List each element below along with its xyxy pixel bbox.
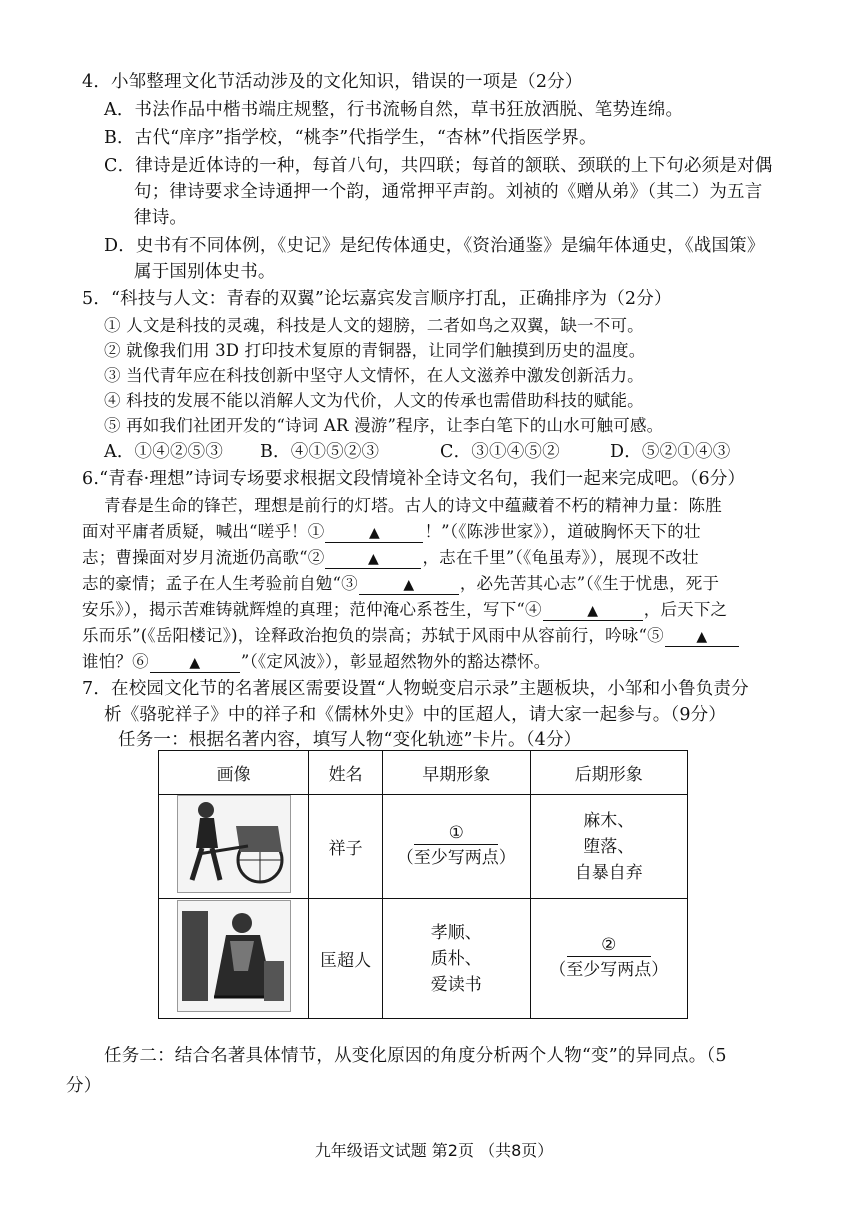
triangle-marker: ▲ <box>696 629 708 645</box>
table-header-row <box>159 751 688 795</box>
q4-option-a: A．书法作品中楷书端庄规整，行书流畅自然，草书狂放洒脱、笔势连绵。 <box>104 100 684 120</box>
q4-option-b: B．古代“庠序”指学校，“桃李”代指学生，“杏林”代指医学界。 <box>104 128 597 148</box>
q6-text-line5 <box>82 598 727 622</box>
q6-text-segment: ，志在千里”（《龟虽寿》），展现不改壮 <box>422 548 699 567</box>
q6-text-segment: 面对平庸者质疑，喊出“嗟乎！① <box>82 522 325 541</box>
q7-task2-line1: 任务二：结合名著具体情节，从变化原因的角度分析两个人物“变”的异同点。（5 <box>104 1046 727 1066</box>
early-trait: 孝顺、 <box>430 922 482 943</box>
q6-text-segment: ，必先苦其心志”（《生于忧患，死于 <box>459 574 720 593</box>
q6-text-line3 <box>82 546 699 570</box>
q7-stem-line1: 7．在校园文化节的名著展区需要设置“人物蜕变启示录”主题板块，小邹和小鲁负责分 <box>82 679 749 699</box>
q5-item-1: ① 人文是科技的灵魂，科技是人文的翅膀，二者如鸟之双翼，缺一不可。 <box>104 316 644 335</box>
table-row-xiangzi <box>159 795 688 899</box>
early-note: （至少写两点） <box>396 848 516 868</box>
q7-stem-line2: 析《骆驼祥子》中的祥子和《儒林外史》中的匡超人，请大家一起参与。（9分） <box>104 705 727 725</box>
answer-blank-2[interactable] <box>325 549 421 569</box>
late-trait: 自暴自弃 <box>574 862 643 883</box>
q7-task2-line2: 分） <box>66 1076 102 1096</box>
q4-option-d-line2: 属于国别体史书。 <box>134 262 276 282</box>
q6-text-segment: ，后天下之 <box>643 600 728 619</box>
q5-option-a: A．①④②⑤③ <box>104 442 224 462</box>
table-row-kuangchaoren <box>159 899 688 1019</box>
q5-item-3: ③ 当代青年应在科技创新中坚守人文情怀，在人文滋养中激发创新活力。 <box>104 366 644 385</box>
answer-blank-table-1[interactable]: ① <box>414 822 498 845</box>
header-name: 姓名 <box>309 751 383 795</box>
late-note: （至少写两点） <box>549 960 669 980</box>
q4-stem: 4．小邹整理文化节活动涉及的文化知识，错误的一项是（2分） <box>82 72 583 92</box>
q6-text-segment: ！”（《陈涉世家》），道破胸怀天下的壮 <box>424 522 701 541</box>
header-portrait: 画像 <box>159 751 309 795</box>
early-trait: 质朴、 <box>430 948 482 969</box>
late-image-kuangchaoren[interactable] <box>530 899 687 1019</box>
late-image-xiangzi <box>530 795 687 899</box>
q6-text-line4 <box>82 572 719 596</box>
q4-option-d-line1: D．史书有不同体例，《史记》是纪传体通史，《资治通鉴》是编年体通史，《战国策》 <box>104 236 765 256</box>
q5-item-2: ② 就像我们用 3D 打印技术复原的青铜器，让同学们触摸到历史的温度。 <box>104 341 646 360</box>
triangle-marker: ▲ <box>189 655 201 671</box>
late-trait: 麻木、 <box>583 810 635 831</box>
triangle-marker: ▲ <box>367 551 379 567</box>
q6-text-line6 <box>82 624 740 648</box>
portrait-cell <box>159 795 309 899</box>
portrait-cell <box>159 899 309 1019</box>
xiangzi-rickshaw-illustration <box>177 795 291 893</box>
header-late-image: 后期形象 <box>530 751 687 795</box>
q5-option-c: C．③①④⑤② <box>440 442 560 462</box>
name-kuangchaoren: 匡超人 <box>309 899 383 1019</box>
early-image-kuangchaoren <box>382 899 530 1019</box>
q6-text-line7 <box>82 650 550 674</box>
answer-blank-3[interactable] <box>359 575 459 595</box>
late-trait: 堕落、 <box>583 836 635 857</box>
q6-text-segment: ”（《定风波》），彰显超然物外的豁达襟怀。 <box>240 652 551 671</box>
answer-blank-4[interactable] <box>543 601 643 621</box>
q7-task1: 任务一：根据名著内容，填写人物“变化轨迹”卡片。（4分） <box>118 730 582 750</box>
q5-stem: 5．“科技与人文：青春的双翼”论坛嘉宾发言顺序打乱，正确排序为（2分） <box>82 289 672 309</box>
q5-option-b: B．④①⑤②③ <box>260 442 380 462</box>
page-footer: 九年级语文试题 第2页 （共8页） <box>314 1141 554 1160</box>
answer-blank-table-2[interactable]: ② <box>567 934 651 957</box>
q6-text-line2 <box>82 520 701 544</box>
q4-option-c-line1: C．律诗是近体诗的一种，每首八句，共四联；每首的颔联、颈联的上下句必须是对偶 <box>104 156 773 176</box>
triangle-marker: ▲ <box>403 577 415 593</box>
triangle-marker: ▲ <box>587 603 599 619</box>
name-xiangzi: 祥子 <box>309 795 383 899</box>
q6-text-segment: 安乐》），揭示苦难铸就辉煌的真理；范仲淹心系苍生，写下“④ <box>82 600 542 619</box>
q6-text-segment: 志的豪情；孟子在人生考验前自勉“③ <box>82 574 358 593</box>
q6-text-segment: 志；曹操面对岁月流逝仍高歌“② <box>82 548 325 567</box>
header-early-image: 早期形象 <box>382 751 530 795</box>
answer-blank-6[interactable] <box>150 653 240 673</box>
answer-blank-5[interactable] <box>665 627 739 647</box>
q5-item-5: ⑤ 再如我们社团开发的“诗词 AR 漫游”程序，让李白笔下的山水可触可感。 <box>104 416 664 435</box>
q4-option-c-line2: 句；律诗要求全诗通押一个韵，通常押平声韵。刘祯的《赠从弟》（其二）为五言 <box>134 182 763 202</box>
early-image-xiangzi[interactable] <box>382 795 530 899</box>
q6-text-line1: 青春是生命的锋芒，理想是前行的灯塔。古人的诗文中蕴藏着不朽的精神力量：陈胜 <box>104 496 722 515</box>
answer-blank-1[interactable] <box>325 523 423 543</box>
q6-stem: 6.“青春·理想”诗词专场要求根据文段情境补全诗文名句，我们一起来完成吧。（6分） <box>82 469 746 489</box>
kuangchaoren-seated-illustration <box>177 900 291 1012</box>
q5-item-4: ④ 科技的发展不能以消解人文为代价，人文的传承也需借助科技的赋能。 <box>104 391 644 410</box>
q4-option-c-line3: 律诗。 <box>134 208 188 228</box>
early-trait: 爱读书 <box>430 974 482 995</box>
q6-text-segment: 谁怕？⑥ <box>82 652 149 671</box>
q5-option-d: D．⑤②①④③ <box>610 442 731 462</box>
q6-text-segment: 乐而乐”(《岳阳楼记》)，诠释政治抱负的崇高；苏轼于风雨中从容前行，吟咏“⑤ <box>82 626 664 645</box>
triangle-marker: ▲ <box>368 525 380 541</box>
character-change-card-table <box>158 750 688 1019</box>
